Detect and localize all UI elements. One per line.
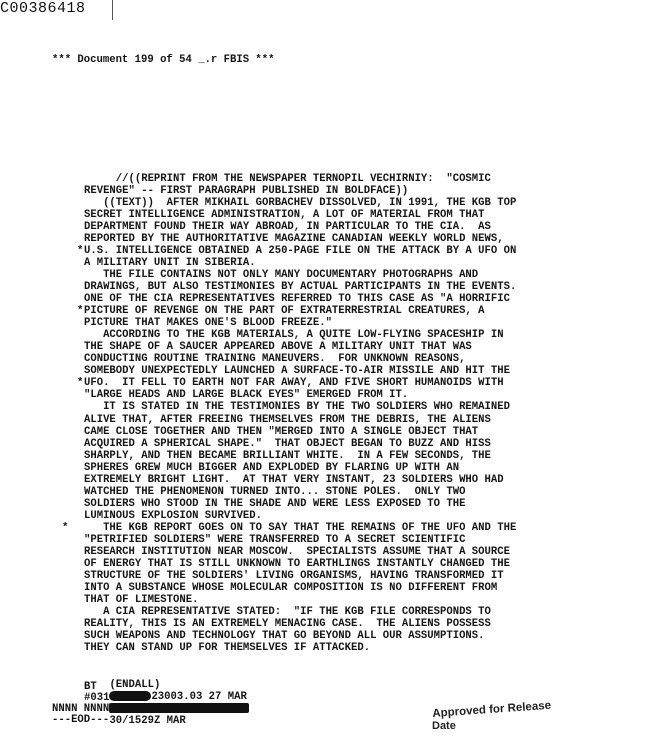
body-line: STRUCTURE OF THE SOLDIERS' LIVING ORGANISMS, HAVING TRANSFORMED IT: [84, 570, 504, 583]
footer-eod: ---EOD---: [52, 714, 110, 726]
endall-date: 23003.03 27 MAR: [151, 691, 247, 703]
body-line: EXTREMELY BRIGHT LIGHT. AT THAT VERY INSTANT, 23 SOLDIERS WHO HAD: [84, 473, 504, 486]
body-line: REPORTED BY THE AUTHORITATIVE MAGAZINE CANADIAN WEEKLY WORLD NEWS,: [84, 232, 504, 245]
body-line: RESEARCH INSTITUTION NEAR MOSCOW. SPECIALISTS ASSUME THAT A SOURCE: [84, 546, 510, 559]
body-line: DRAWINGS, BUT ALSO TESTIMONIES BY ACTUAL PARTICIPANTS IN THE EVENTS.: [84, 280, 517, 293]
body-line: IT IS STATED IN THE TESTIMONIES BY THE TWO SOLDIERS WHO REMAINED: [84, 401, 510, 414]
body-line: CONDUCTING ROUTINE TRAINING MANEUVERS. FOR UNKNOWN REASONS,: [84, 353, 466, 366]
body-line: ACQUIRED A SPHERICAL SHAPE." THAT OBJECT BEGAN TO BUZZ AND HISS: [84, 437, 491, 450]
redaction-block: [109, 703, 249, 713]
body-line: THE KGB REPORT GOES ON TO SAY THAT THE REMAINS OF THE UFO AND THE: [84, 521, 517, 534]
body-line: A MILITARY UNIT IN SIBERIA.: [84, 256, 256, 269]
body-line: SHARPLY, AND THEN BECAME BRILLIANT WHITE. IN A FEW SECONDS, THE: [84, 449, 491, 462]
body-line: WATCHED THE PHENOMENON TURNED INTO... STONE POLES. ONLY TWO: [84, 485, 466, 498]
body-line: SOMEBODY UNEXPECTEDLY LAUNCHED A SURFACE-TO-AIR MISSILE AND HIT THE: [84, 365, 510, 378]
body-line: //((REPRINT FROM THE NEWSPAPER TERNOPIL VECHIRNIY: "COSMIC: [84, 172, 491, 185]
body-line: LUMINOUS EXPLOSION SURVIVED.: [84, 509, 263, 522]
body-line: THE SHAPE OF A SAUCER APPEARED ABOVE A MILITARY UNIT THAT WAS: [84, 341, 472, 354]
body-line: REALITY, THIS IS AN EXTREMELY MENACING CASE. THE ALIENS POSSESS: [84, 618, 491, 631]
margin-asterisk: *: [62, 521, 69, 534]
body-line: THEY CAN STAND UP FOR THEMSELVES IF ATTACKED.: [84, 642, 371, 655]
body-line: SUCH WEAPONS AND TECHNOLOGY THAT GO BEYOND ALL OUR ASSUMPTIONS.: [84, 630, 485, 643]
body-line: "LARGE HEADS AND LARGE BLACK EYES" EMERGED FROM IT.: [84, 389, 409, 402]
body-line: OF ENERGY THAT IS STILL UNKNOWN TO EARTHLINGS INSTANTLY CHANGED THE: [84, 558, 510, 571]
body-line: A CIA REPRESENTATIVE STATED: "IF THE KGB FILE CORRESPONDS TO: [84, 606, 491, 619]
body-line: ((TEXT)) AFTER MIKHAIL GORBACHEV DISSOLVED, IN 1991, THE KGB TOP: [84, 196, 517, 209]
document-title: *** Document 199 of 54 _.r FBIS ***: [52, 54, 275, 66]
body-line: ALIVE THAT, AFTER FREEING THEMSELVES FROM THE DEBRIS, THE ALIENS: [84, 413, 491, 426]
margin-asterisk: *: [77, 305, 84, 318]
footer-number: #0317: [84, 692, 116, 704]
corner-rule: [112, 0, 113, 20]
release-stamp-line2: Date: [432, 720, 456, 732]
body-line: UFO. IT FELL TO EARTH NOT FAR AWAY, AND FIVE SHORT HUMANOIDS WITH: [84, 377, 504, 390]
body-line: SOLDIERS WHO STOOD IN THE SHADE AND WERE LESS EXPOSED TO THE: [84, 497, 466, 510]
body-line: SECRET INTELLIGENCE ADMINISTRATION, A LOT OF MATERIAL FROM THAT: [84, 208, 485, 221]
release-stamp-line1: Approved for Release: [432, 699, 552, 720]
endall-prefix: (ENDALL): [109, 679, 161, 691]
body-line: ONE OF THE CIA REPRESENTATIVES REFERRED TO THIS CASE AS "A HORRIFIC: [84, 293, 510, 305]
body-line: THE FILE CONTAINS NOT ONLY MANY DOCUMENTARY PHOTOGRAPHS AND: [84, 268, 479, 281]
footer-nnnn: NNNN NNNN: [52, 703, 110, 715]
body-line: PICTURE OF REVENGE ON THE PART OF EXTRATERRESTRIAL CREATURES, A: [84, 305, 485, 318]
body-line: U.S. INTELLIGENCE OBTAINED A 250-PAGE FILE ON THE ATTACK BY A UFO ON: [84, 244, 517, 257]
body-line: CAME CLOSE TOGETHER AND THEN "MERGED INTO A SINGLE OBJECT THAT: [84, 425, 479, 438]
body-line: DEPARTMENT FOUND THEIR WAY ABROAD, IN PARTICULAR TO THE CIA. AS: [84, 220, 491, 233]
body-line: PICTURE THAT MAKES ONE'S BLOOD FREEZE.": [84, 317, 332, 330]
margin-asterisk: *: [77, 377, 84, 390]
body-line: SPHERES GREW MUCH BIGGER AND EXPLODED BY FLARING UP WITH AN: [84, 461, 460, 474]
footer-bt: BT: [84, 681, 97, 693]
body-line: THAT OF LIMESTONE.: [84, 594, 199, 607]
endall-suffix: 30/1529Z MAR: [109, 715, 186, 727]
document-control-number: C00386418: [0, 0, 86, 17]
body-line: "PETRIFIED SOLDIERS" WERE TRANSFERRED TO A SECRET SCIENTIFIC: [84, 534, 466, 546]
body-line: INTO A SUBSTANCE WHOSE MOLECULAR COMPOSITION IS NO DIFFERENT FROM: [84, 582, 498, 595]
margin-asterisk: *: [77, 244, 84, 257]
body-line: REVENGE" -- FIRST PARAGRAPH PUBLISHED IN BOLDFACE)): [84, 184, 409, 197]
body-line: ACCORDING TO THE KGB MATERIALS, A QUITE LOW-FLYING SPACESHIP IN: [84, 329, 504, 342]
